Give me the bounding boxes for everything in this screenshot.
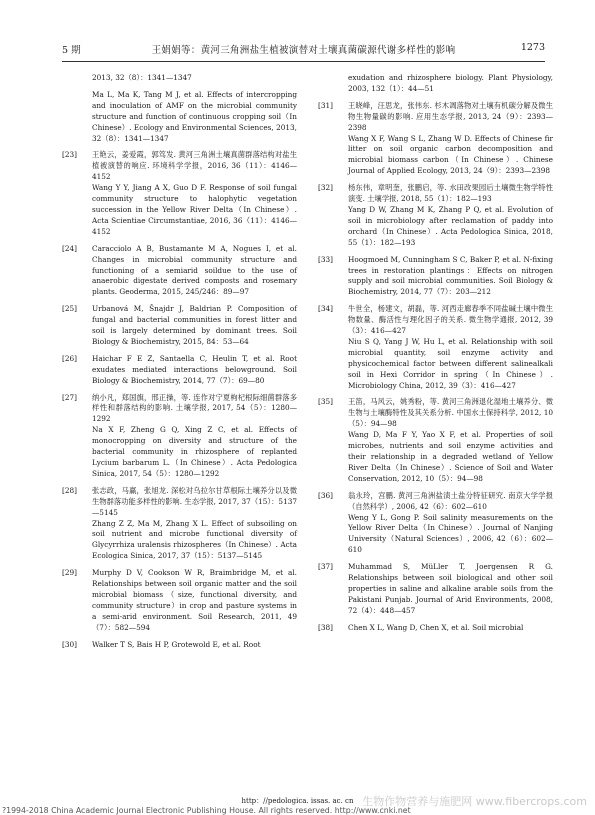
reference-text: Ma L, Ma K, Tang M J, et al. Effects of intercropping and inoculation of AMF on the microbial community structure and function of continuous cropping soil（In Chinese）. Ecology and Environmental Sciences, 2013, 32（8）：1341—1347 bbox=[92, 89, 297, 143]
copyright-line: ?1994-2018 China Academic Journal Electronic Publishing House. All rights reserved. http://www.cnki.net bbox=[2, 806, 411, 815]
reference-entry bbox=[318, 101, 553, 177]
running-header bbox=[62, 42, 545, 60]
reference-text: Chen X L, Wang D, Chen X, et al. Soil microbial bbox=[348, 622, 524, 632]
reference-entry bbox=[318, 73, 553, 95]
reference-entry bbox=[62, 640, 297, 651]
reference-entry bbox=[62, 486, 297, 562]
watermark: 生物作物营养与施肥网 www.fibercrops.com bbox=[362, 795, 587, 808]
reference-text: Muhammad S, MüLler T, Joergensen R G. Relationships between soil biological and other soil properties in saline and alkaline arable soils from the Pakistani Punjab. Journal of Arid Environments, 2008, 72（4）：448—457 bbox=[348, 562, 553, 615]
reference-entry bbox=[318, 491, 553, 556]
reference-text: Niu S Q, Yang J W, Hu L, et al. Relationship with soil microbial quantity, soil enzyme activity and physicochemical factor between different salinealkali soil in Hexi Corridor in spring（In Chinese）. Microbiology China, 2012, 39（3）：416—427 bbox=[348, 336, 553, 390]
reference-entry bbox=[62, 393, 297, 480]
reference-text: Wang Y Y, Jiang A X, Guo D F. Response of soil fungal community structure to halophytic vegetation succession in the Yellow River Delta（In Chinese）. Acta Scientiae Circumstantiae, 2016, 36（11）：4146—4152 bbox=[92, 183, 297, 236]
reference-number: [30] bbox=[62, 639, 77, 649]
reference-number: [25] bbox=[62, 304, 77, 314]
reference-number: [28] bbox=[62, 485, 77, 495]
reference-number: [37] bbox=[318, 562, 333, 572]
reference-number: [24] bbox=[62, 243, 77, 253]
reference-entry bbox=[62, 304, 297, 348]
header-rule bbox=[62, 61, 545, 62]
reference-text: Urbanová M, Šnajdr J, Baldrian P. Composition of fungal and bacterial communities in forest litter and soil is largely determined by dominant trees. Soil Biology & Biochemistry, 2015, 84：53—64 bbox=[92, 304, 297, 346]
footer-url: http：//pedologica. issas. ac. cn bbox=[241, 797, 354, 805]
reference-entry bbox=[318, 623, 553, 634]
reference-number: [33] bbox=[318, 254, 333, 264]
reference-text: 2013, 32（8）：1341—1347 bbox=[92, 73, 192, 82]
reference-text: 王晓峰，汪思龙，张伟东. 杉木凋落物对土壤有机碳分解及微生物生物量碳的影响. 应用生态学报, 2013, 24（9）：2393—2398 bbox=[348, 100, 553, 132]
reference-text: 牛世全，杨建文，胡磊，等. 河西走廊春季不同盐碱土壤中微生物数量、酶活性与理化因子的关系. 微生物学通报, 2012, 39（3）：416—427 bbox=[348, 304, 553, 336]
reference-number: [31] bbox=[318, 100, 333, 110]
reference-text: 王笛，马风云，姚秀粉，等. 黄河三角洲退化湿地土壤养分、微生物与土壤酶特性及其关系分析. 中国水土保持科学, 2012, 10（5）：94—98 bbox=[348, 397, 553, 429]
issue-number: 5 期 bbox=[62, 45, 81, 56]
reference-number: [38] bbox=[318, 622, 333, 632]
reference-entry bbox=[318, 183, 553, 248]
reference-text: Zhang Z Z, Ma M, Zhang X L. Effect of subsoiling on soil nutrient and microbe functional diversity of Glycyrrhiza uralensis rhizospheres（In Chinese）. Acta Ecologica Sinica, 2017, 37（15）：5137—5145 bbox=[92, 518, 297, 561]
reference-text: 张志政，马赢，张旭龙. 深松对乌拉尔甘草根际土壤养分以及微生物群落功能多样性的影响. 生态学报, 2017, 37（15）：5137—5145 bbox=[92, 485, 297, 517]
reference-number: [27] bbox=[62, 392, 77, 402]
reference-text: Wang X F, Wang S L, Zhang W D. Effects of Chinese fir litter on soil organic carbon decomposition and microbial biomass carbon（In Chinese）. Chinese Journal of Applied Ecology, 2013, 24（9）：2393—2398 bbox=[348, 133, 553, 176]
reference-entry bbox=[62, 73, 297, 84]
reference-text: Murphy D V, Cookson W R, Braimbridge M, et al. Relationships between soil organic matter and the soil microbial biomass（size, functional diversity, and community structure）in crop and pasture systems in a semi-arid environment. Soil Research, 2011, 49（7）：582—594 bbox=[92, 568, 297, 632]
reference-entry bbox=[318, 255, 553, 299]
left-column bbox=[62, 73, 297, 657]
reference-text: Wang D, Ma F Y, Yao X F, et al. Properties of soil microbes, nutrients and soil enzyme activities and their relationship in a degraded wetland of Yellow River Delta（In Chinese）. Science of Soil and Water Conservation, 2012, 10（5）：94—98 bbox=[348, 430, 553, 483]
reference-text: Haichar F E Z, Santaella C, Heulin T, et al. Root exudates mediated interactions belowground. Soil Biology & Biochemistry, 2014, 77（7）：69—80 bbox=[92, 353, 297, 385]
reference-entry bbox=[62, 244, 297, 299]
reference-number: [26] bbox=[62, 353, 77, 363]
reference-text: 翁永玲，宫鹏. 黄河三角洲盐渍土盐分特征研究. 南京大学学报（自然科学）, 2006, 42（6）：602—610 bbox=[348, 490, 553, 511]
reference-entry bbox=[62, 90, 297, 145]
reference-text: Yang D W, Zhang M K, Zhang P Q, et al. Evolution of soil in microbiology after reclamation of paddy into orchard（In Chinese）. Acta Pedologica Sinica, 2018, 55（1）：182—193 bbox=[348, 204, 553, 247]
reference-text: 纳小凡，郑国旗，邢正操，等. 连作对宁夏枸杞根际细菌群落多样性和群落结构的影响. 土壤学报, 2017, 54（5）：1280—1292 bbox=[92, 392, 297, 424]
reference-text: Walker T S, Bais H P, Grotewold E, et al. Root bbox=[92, 639, 261, 649]
reference-text: Hoogmoed M, Cunningham S C, Baker P, et al. N-fixing trees in restoration plantings：Effects on nitrogen supply and soil microbial communities. Soil Biology & Biochemistry, 2014, 77（7）：203—212 bbox=[348, 254, 553, 297]
reference-number: [23] bbox=[62, 150, 77, 160]
right-column bbox=[318, 73, 553, 640]
reference-entry bbox=[318, 397, 553, 484]
reference-text: Na X F, Zheng G Q, Xing Z C, et al. Effects of monocropping on diversity and structure of the bacterial community in rhizosphere of replanted Lycium barbarum L.（In Chinese）. Acta Pedologica Sinica, 2017, 54（5）：1280—1292 bbox=[92, 425, 297, 478]
reference-entry bbox=[318, 562, 553, 617]
reference-text: 王艳云，姜爱霞，郭笃发. 黄河三角洲土壤真菌群落结构对盐生植被演替的响应. 环境科学学报，2016, 36（11）：4146—4152 bbox=[92, 150, 297, 182]
reference-number: [34] bbox=[318, 304, 333, 314]
reference-entry bbox=[62, 150, 297, 237]
reference-number: [32] bbox=[318, 183, 333, 193]
reference-entry bbox=[62, 354, 297, 387]
reference-number: [29] bbox=[62, 568, 77, 578]
reference-text: exudation and rhizosphere biology. Plant Physiology, 2003, 132（1）：44—51 bbox=[348, 73, 553, 93]
reference-text: Weng Y L, Gong P. Soil salinity measurements on the Yellow River Delta（In Chinese）. Journal of Nanjing University（Natural Sciences）, 2006, 42（6）：602—610 bbox=[348, 512, 553, 555]
reference-number: [35] bbox=[318, 397, 333, 407]
reference-entry bbox=[62, 568, 297, 633]
reference-text: 杨东伟，章明奎，张鹏启，等. 水田改果园后土壤微生物学特性演变. 土壤学报, 2018, 55（1）：182—193 bbox=[348, 183, 553, 204]
running-title: 王娟娟等：黄河三角洲盐生植被演替对土壤真菌碳源代谢多样性的影响 bbox=[151, 45, 456, 56]
reference-text: Caracciolo A B, Bustamante M A, Nogues I, et al. Changes in microbial community structure and functioning of a semiarid soildue to the use of anaerobic digestate derived composts and rosemary plants. Geoderma, 2015, 245/246：89—97 bbox=[92, 243, 297, 297]
reference-entry bbox=[318, 304, 553, 391]
reference-number: [36] bbox=[318, 490, 333, 500]
page-number: 1273 bbox=[520, 42, 545, 53]
